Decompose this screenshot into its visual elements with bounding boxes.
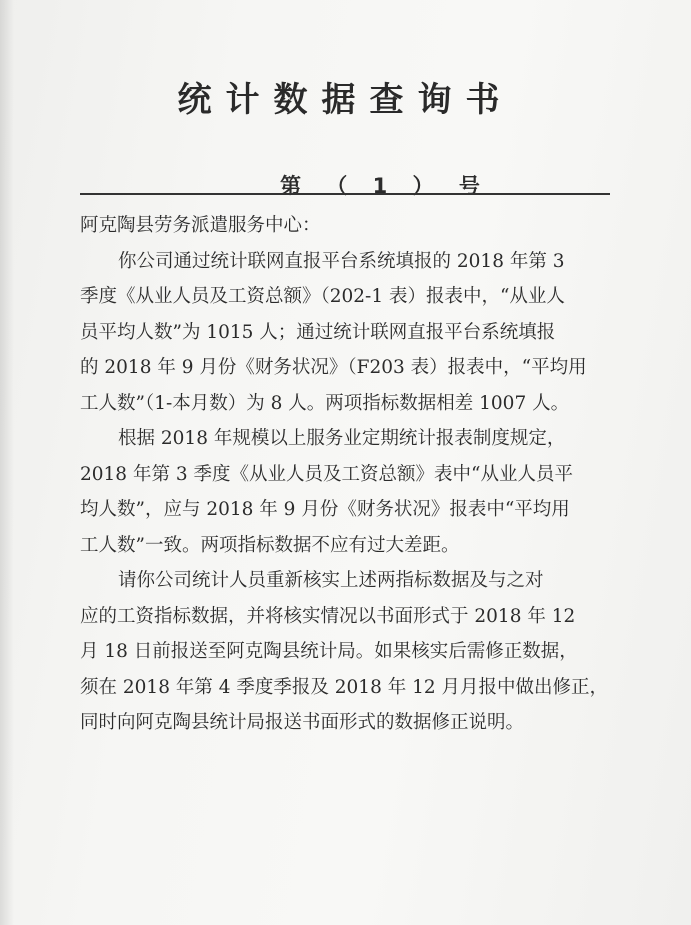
paragraph-line: 员平均人数”为 1015 人；通过统计联网直报平台系统填报	[80, 321, 556, 343]
paragraph-line: 请你公司统计人员重新核实上述两指标数据及与之对	[118, 570, 544, 591]
paragraph-line: 月 18 日前报送至阿克陶县统计局。如果核实后需修正数据，	[80, 641, 578, 662]
document-title: 统计数据查询书	[177, 80, 514, 120]
paragraph-2	[80, 421, 620, 563]
document-body	[80, 208, 620, 741]
paragraph-line: 须在 2018 年第 4 季度季报及 2018 年 12 月月报中做出修正，	[80, 676, 609, 698]
addressee-line: 阿克陶县劳务派遣服务中心：	[80, 215, 321, 236]
paragraph-line: 工人数”一致。两项指标数据不应有过大差距。	[80, 534, 460, 556]
page-edge-shadow	[0, 0, 14, 925]
addressee	[80, 208, 620, 244]
paragraph-line: 应的工资指标数据，并将核实情况以书面形式于 2018 年 12	[80, 605, 576, 627]
paragraph-line: 的 2018 年 9 月份《财务状况》（F203 表）报表中，“平均用	[80, 357, 587, 378]
paragraph-line: 工人数”（1-本月数）为 8 人。两项指标数据相差 1007 人。	[80, 392, 570, 414]
paragraph-line: 同时向阿克陶县统计局报送书面形式的数据修正说明。	[80, 712, 525, 733]
paragraph-3	[80, 563, 620, 741]
document-number: 第 （ 1 ） 号	[280, 174, 482, 198]
paragraph-line: 2018 年第 3 季度《从业人员及工资总额》表中“从业人员平	[80, 463, 573, 485]
paragraph-1	[80, 244, 620, 422]
paragraph-line: 你公司通过统计联网直报平台系统填报的 2018 年第 3	[118, 250, 565, 272]
paragraph-line: 根据 2018 年规模以上服务业定期统计报表制度规定，	[118, 428, 566, 449]
header-divider	[80, 193, 610, 195]
paragraph-line: 季度《从业人员及工资总额》（202-1 表）报表中，“从业人	[80, 286, 565, 307]
paragraph-line: 均人数”，应与 2018 年 9 月份《财务状况》报表中“平均用	[80, 499, 570, 520]
